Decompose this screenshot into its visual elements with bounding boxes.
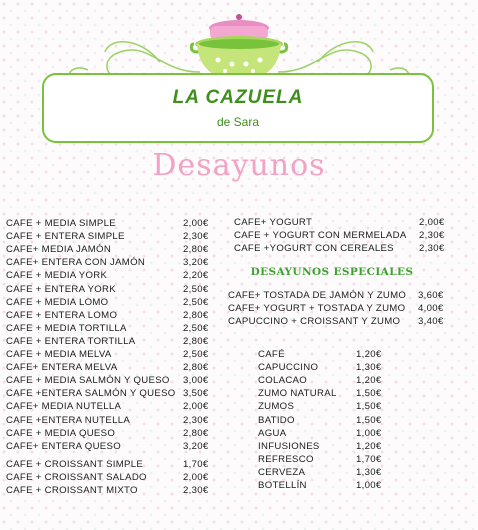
menu-item-price: 2,50€ bbox=[183, 349, 209, 360]
menu-item-name: CAFE+ YOGURT bbox=[234, 217, 313, 228]
menu-item-name: REFRESCO bbox=[258, 453, 314, 465]
menu-item-price: 2,80€ bbox=[183, 427, 209, 439]
menu-item-name: CAFE+ MEDIA NUTELLA bbox=[6, 401, 122, 413]
menu-item-name: COLACAO bbox=[258, 375, 308, 387]
special-section-title: DESAYUNOS ESPECIALES bbox=[250, 266, 414, 278]
menu-item-price: 2,30€ bbox=[419, 243, 445, 255]
menu-item-name: CAFE + MEDIA QUESO bbox=[6, 427, 116, 439]
menu-item-price: 3,20€ bbox=[183, 257, 209, 269]
menu-item-price: 1,50€ bbox=[356, 414, 382, 426]
menu-item-name: CAFE+ TOSTADA DE JAMÓN Y ZUMO bbox=[228, 290, 407, 301]
menu-item-price: 2,50€ bbox=[183, 296, 209, 308]
menu-item-price: 3,00€ bbox=[183, 375, 209, 387]
menu-item-name: AGUA bbox=[258, 427, 287, 439]
menu-item-name: CAFE + ENTERA LOMO bbox=[6, 309, 118, 321]
menu-item-price: 3,20€ bbox=[183, 440, 209, 452]
menu-item-name: CAFE + MEDIA MELVA bbox=[6, 349, 112, 360]
menu-item-price: 2,30€ bbox=[183, 231, 209, 243]
menu-item-name: CAFE + CROISSANT MIXTO bbox=[6, 485, 138, 497]
menu-item-price: 1,00€ bbox=[356, 427, 382, 439]
restaurant-subtitle: de Sara bbox=[216, 115, 260, 129]
menu-item-name: BOTELLÍN bbox=[258, 480, 307, 491]
menu-item-price: 1,20€ bbox=[356, 375, 382, 387]
menu-item-price: 1,00€ bbox=[356, 480, 382, 491]
menu-item-price: 2,30€ bbox=[183, 485, 209, 497]
menu-item-price: 2,80€ bbox=[183, 309, 209, 321]
menu-item-price: 1,30€ bbox=[356, 466, 382, 478]
menu-item-name: CAFE + MEDIA LOMO bbox=[6, 296, 109, 308]
menu-item-name: CAFÉ bbox=[258, 349, 285, 360]
menu-item-name: CAFE + ENTERA SIMPLE bbox=[6, 231, 125, 243]
menu-item-price: 2,20€ bbox=[183, 270, 209, 282]
menu-item-price: 1,50€ bbox=[356, 401, 382, 413]
menu-item-name: CAFE + MEDIA YORK bbox=[6, 270, 108, 282]
menu-item-name: CAFE+ YOGURT + TOSTADA Y ZUMO bbox=[228, 303, 406, 315]
menu-item-price: 2,00€ bbox=[419, 217, 445, 228]
menu-item-price: 2,00€ bbox=[183, 401, 209, 413]
menu-item-name: CAFE + ENTERA TORTILLA bbox=[6, 335, 136, 347]
menu-item-name: CAFE+ ENTERA CON JAMÓN bbox=[6, 257, 146, 269]
menu-item-name: CAFE + ENTERA YORK bbox=[6, 283, 116, 295]
menu-item-price: 2,30€ bbox=[183, 414, 209, 426]
menu-item-price: 2,80€ bbox=[183, 335, 209, 347]
menu-item-price: 1,20€ bbox=[356, 440, 382, 452]
menu-item-name: CAFE + MEDIA SALMÓN Y QUESO bbox=[6, 375, 170, 387]
menu-item-name: CAFE + CROISSANT SIMPLE bbox=[6, 459, 144, 470]
menu-item-name: CAFE+ MEDIA JAMÓN bbox=[6, 244, 112, 256]
menu-item-name: CAFE+ ENTERA MELVA bbox=[6, 362, 118, 374]
menu-item-name: CAFE +YOGURT CON CEREALES bbox=[234, 243, 394, 255]
menu-item-name: CAFE + MEDIA TORTILLA bbox=[6, 322, 127, 334]
menu-item-price: 2,80€ bbox=[183, 244, 209, 256]
menu-item-name: CAFE + YOGURT CON MERMELADA bbox=[234, 230, 407, 242]
menu-item-price: 2,00€ bbox=[183, 218, 209, 229]
menu-item-price: 2,80€ bbox=[183, 362, 209, 374]
menu-item-name: CAFE +ENTERA SALMÓN Y QUESO bbox=[6, 388, 176, 400]
menu-item-price: 3,40€ bbox=[418, 316, 444, 328]
menu-item-price: 1,20€ bbox=[356, 349, 382, 360]
menu-item-name: INFUSIONES bbox=[258, 440, 320, 452]
menu-item-price: 1,30€ bbox=[356, 362, 382, 374]
menu-item-name: ZUMO NATURAL bbox=[258, 388, 337, 400]
section-title: Desayunos bbox=[152, 148, 326, 183]
menu-item-price: 2,00€ bbox=[183, 472, 209, 484]
menu-item-price: 1,70€ bbox=[183, 459, 209, 470]
menu-item-name: CAFE+ ENTERA QUESO bbox=[6, 440, 121, 452]
menu-item-price: 2,50€ bbox=[183, 322, 209, 334]
menu-item-price: 1,70€ bbox=[356, 453, 382, 465]
menu-item-price: 3,60€ bbox=[418, 290, 444, 301]
menu-item-name: CAPUCCINO + CROISSANT Y ZUMO bbox=[228, 316, 401, 328]
menu-item-name: ZUMOS bbox=[258, 401, 295, 413]
restaurant-title-box bbox=[42, 73, 434, 143]
menu-item-name: CAFE +ENTERA NUTELLA bbox=[6, 414, 131, 426]
menu-item-name: CAFE + CROISSANT SALADO bbox=[6, 472, 147, 484]
menu-item-name: CERVEZA bbox=[258, 466, 306, 478]
menu-item-name: CAFE + MEDIA SIMPLE bbox=[6, 218, 116, 229]
menu-item-price: 1,50€ bbox=[356, 388, 382, 400]
restaurant-name: LA CAZUELA bbox=[172, 87, 304, 108]
menu-item-name: CAPUCCINO bbox=[258, 362, 319, 374]
menu-item-price: 2,30€ bbox=[419, 230, 445, 242]
menu-item-price: 2,50€ bbox=[183, 283, 209, 295]
menu-item-price: 3,50€ bbox=[183, 388, 209, 400]
menu-item-name: BATIDO bbox=[258, 414, 295, 426]
menu-item-price: 4,00€ bbox=[418, 303, 444, 315]
